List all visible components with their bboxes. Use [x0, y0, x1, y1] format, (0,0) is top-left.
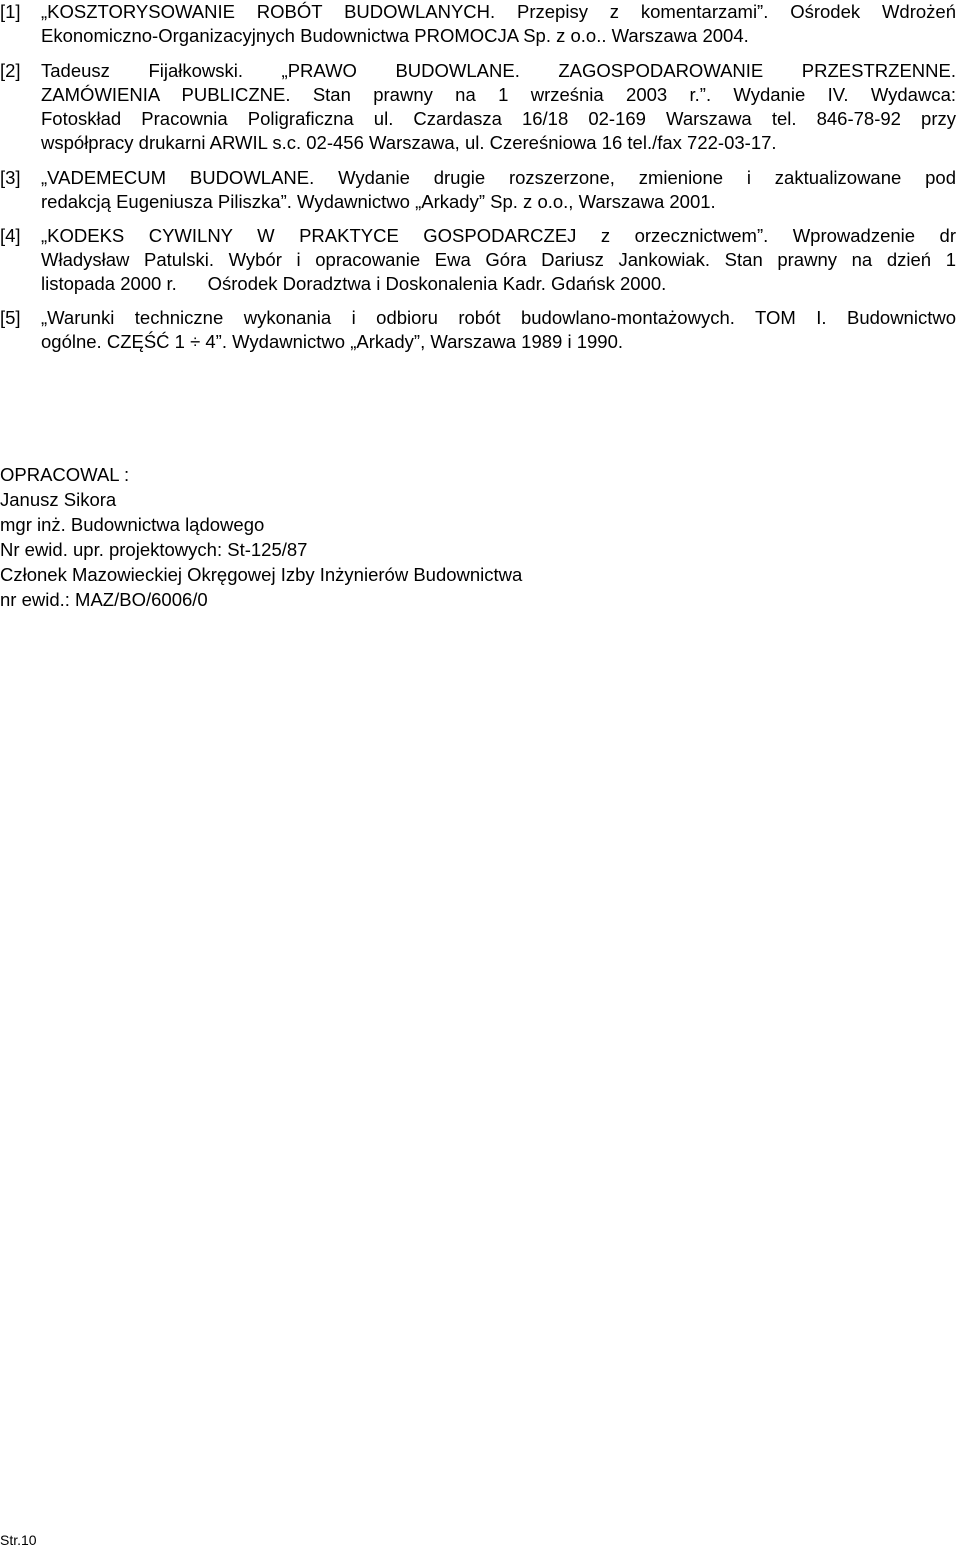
reference-item: [0, 224, 956, 296]
author-block: [0, 463, 700, 613]
author-heading: OPRACOWAL :: [0, 464, 130, 485]
reference-number: [3]: [0, 167, 21, 188]
reference-number: [2]: [0, 60, 21, 81]
reference-line: „KODEKS CYWILNY W PRAKTYCE GOSPODARCZEJ z orzecznictwem”. Wprowadzenie dr: [41, 225, 956, 246]
reference-line: ZAMÓWIENIA PUBLICZNE. Stan prawny na 1 września 2003 r.”. Wydanie IV. Wydawca:: [41, 84, 956, 105]
reference-number: [1]: [0, 1, 21, 22]
reference-number: [5]: [0, 307, 21, 328]
page-number: Str.10: [0, 1532, 37, 1548]
reference-item: [0, 306, 956, 354]
reference-line: Fotoskład Pracownia Poligraficzna ul. Czardasza 16/18 02-169 Warszawa tel. 846-78-92 przy: [41, 108, 956, 129]
reference-line: ogólne. CZĘŚĆ 1 ÷ 4”. Wydawnictwo „Arkady”, Warszawa 1989 i 1990.: [41, 331, 624, 352]
reference-line: listopada 2000 r. Ośrodek Doradztwa i Doskonalenia Kadr. Gdańsk 2000.: [41, 273, 667, 294]
reference-line: „Warunki techniczne wykonania i odbioru robót budowlano-montażowych. TOM I. Budownictwo: [41, 307, 956, 328]
reference-line: Ekonomiczno-Organizacyjnych Budownictwa PROMOCJA Sp. z o.o.. Warszawa 2004.: [41, 25, 749, 46]
author-license: Nr ewid. upr. projektowych: St-125/87: [0, 539, 308, 560]
spacer: [0, 155, 956, 166]
reference-line: Tadeusz Fijałkowski. „PRAWO BUDOWLANE. ZAGOSPODAROWANIE PRZESTRZENNE.: [41, 60, 956, 81]
reference-text: [41, 224, 956, 296]
spacer: [0, 214, 956, 224]
reference-text: [41, 0, 956, 48]
reference-line: Władysław Patulski. Wybór i opracowanie Ewa Góra Dariusz Jankowiak. Stan prawny na dzień 1: [41, 249, 956, 270]
reference-line: „KOSZTORYSOWANIE ROBÓT BUDOWLANYCH. Przepisy z komentarzami”. Ośrodek Wdrożeń: [41, 1, 956, 22]
author-member-number: nr ewid.: MAZ/BO/6006/0: [0, 589, 208, 610]
reference-item: [0, 166, 956, 214]
author-name: Janusz Sikora: [0, 489, 117, 510]
spacer: [0, 296, 956, 306]
author-degree: mgr inż. Budownictwa lądowego: [0, 514, 265, 535]
author-membership: Członek Mazowieckiej Okręgowej Izby Inżynierów Budownictwa: [0, 564, 523, 585]
reference-line: „VADEMECUM BUDOWLANE. Wydanie drugie rozszerzone, zmienione i zaktualizowane pod: [41, 167, 956, 188]
spacer: [0, 48, 956, 59]
bibliography: [0, 0, 956, 354]
reference-number: [4]: [0, 225, 21, 246]
reference-line: redakcją Eugeniusza Piliszka”. Wydawnictwo „Arkady” Sp. z o.o., Warszawa 2001.: [41, 191, 716, 212]
reference-text: [41, 306, 956, 354]
reference-item: [0, 59, 956, 155]
reference-line: współpracy drukarni ARWIL s.c. 02-456 Warszawa, ul. Czereśniowa 16 tel./fax 722-03-17.: [41, 132, 777, 153]
reference-item: [0, 0, 956, 48]
reference-text: [41, 166, 956, 214]
reference-text: [41, 59, 956, 155]
